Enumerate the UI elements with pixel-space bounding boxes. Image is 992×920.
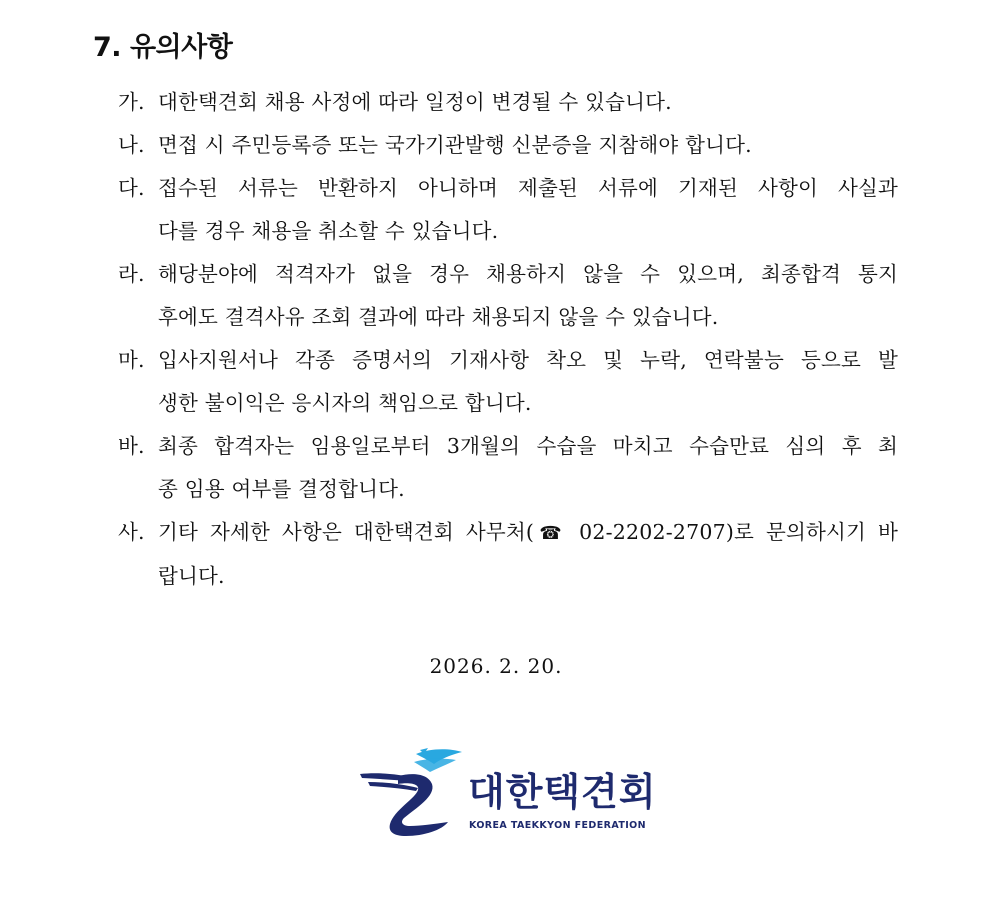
note-text: 접수된 서류는 반환하지 아니하며 제출된 서류에 기재된 사항이 사실과: [158, 176, 898, 200]
note-text: 최종 합격자는 임용일로부터 3개월의 수습을 마치고 수습만료 심의 후 최: [158, 434, 898, 458]
note-marker: 나.: [118, 133, 145, 157]
note-marker: 마.: [118, 348, 145, 372]
notes-list: [118, 81, 898, 598]
note-text: 후에도 결격사유 조회 결과에 따라 채용되지 않을 수 있습니다.: [158, 305, 719, 329]
note-text: 종 임용 여부를 결정합니다.: [158, 477, 405, 501]
phone-icon: ☎: [534, 523, 568, 544]
note-marker: 가.: [118, 90, 145, 114]
taekkyon-emblem-icon: [358, 746, 468, 838]
federation-logo: [358, 746, 657, 842]
note-text: 대한택견회 채용 사정에 따라 일정이 변경될 수 있습니다.: [158, 90, 672, 114]
note-text: 입사지원서나 각종 증명서의 기재사항 착오 및 누락, 연락불능 등으로 발: [158, 348, 898, 372]
note-item: [118, 167, 898, 253]
logo-name-ko: 대한택견회: [468, 770, 657, 814]
note-text: 생한 불이익은 응시자의 책임으로 합니다.: [158, 391, 532, 415]
note-text: 다를 경우 채용을 취소할 수 있습니다.: [158, 219, 499, 243]
note-text: 면접 시 주민등록증 또는 국가기관발행 신분증을 지참해야 합니다.: [158, 133, 752, 157]
note-text-part: 기타 자세한 사항은 대한택견회 사무처(: [158, 520, 535, 544]
note-text-part: 02-2202-2707)로 문의하시기 바: [567, 520, 898, 544]
note-marker: 다.: [118, 176, 145, 200]
note-item: [118, 339, 898, 425]
section-title: 7. 유의사항: [93, 32, 233, 63]
note-item: [118, 81, 898, 124]
note-item: [118, 425, 898, 511]
note-item: [118, 124, 898, 167]
note-text: 랍니다.: [158, 564, 225, 588]
note-marker: 사.: [118, 520, 145, 544]
note-text-with-phone: [118, 511, 898, 555]
note-marker: 바.: [118, 434, 145, 458]
note-text: 해당분야에 적격자가 없을 경우 채용하지 않을 수 있으며, 최종합격 통지: [158, 262, 898, 286]
logo-name-en: KOREA TAEKKYON FEDERATION: [469, 820, 646, 831]
document-date: 2026. 2. 20.: [429, 654, 563, 678]
note-item: [118, 253, 898, 339]
note-item: [118, 511, 898, 598]
note-marker: 라.: [118, 262, 145, 286]
